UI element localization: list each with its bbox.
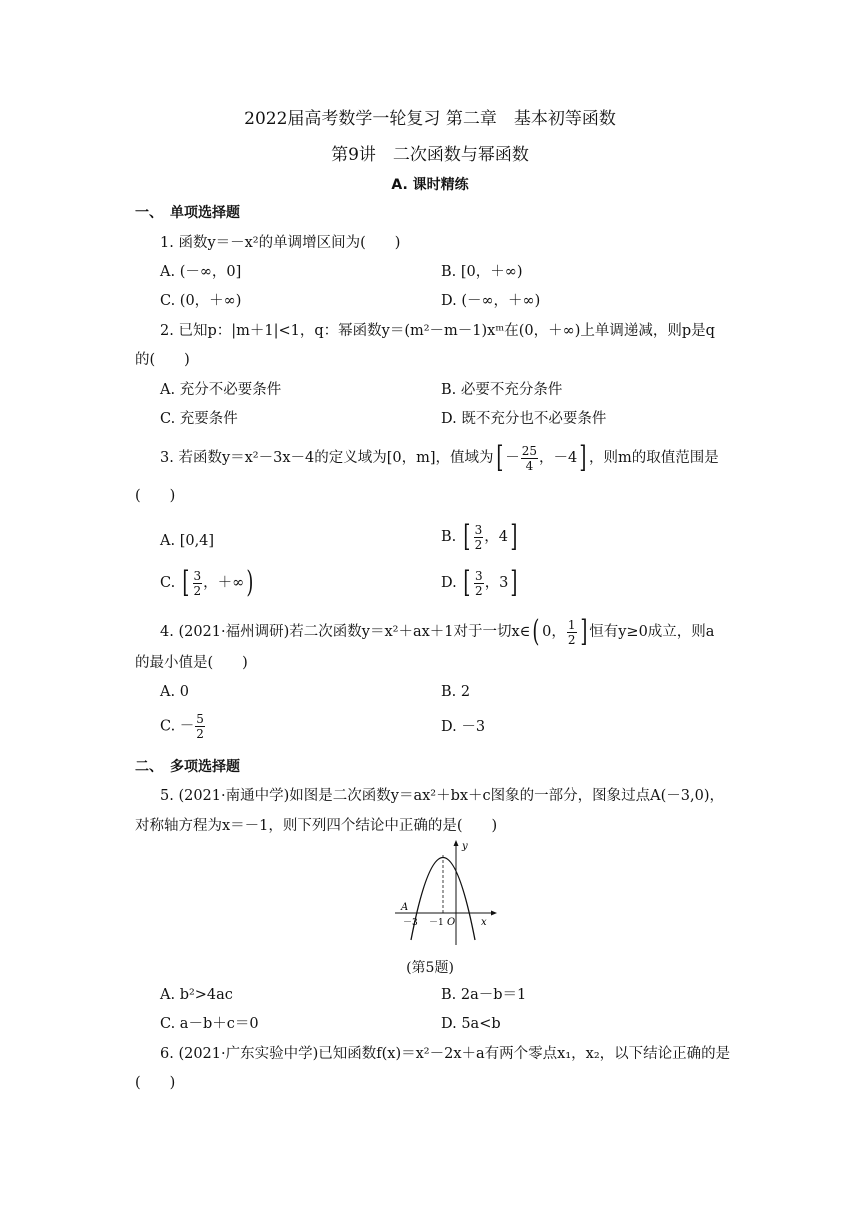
q4-option-d: D. －3 (441, 719, 486, 735)
q2-option-d: D. 既不充分也不必要条件 (441, 411, 607, 427)
q2-stem: 2. 已知p：|m＋1|<1，q：幂函数y＝(m²－m－1)xᵐ在(0，＋∞)上单调递减，则p是q (160, 323, 715, 339)
q3-stem-cont: ( ) (135, 488, 176, 504)
q6-stem-cont: ( ) (135, 1075, 176, 1091)
q1-option-d: D. (－∞，＋∞) (441, 293, 541, 309)
fig-point-a-label: A (401, 902, 409, 913)
q3-range-fraction: $\frac{25}{4}$ (521, 443, 538, 473)
q3-option-a: A. [0,4] (160, 533, 215, 549)
q3-stem-b: ，则m的取值范围是 (589, 450, 719, 466)
q2-option-b: B. 必要不充分条件 (441, 382, 563, 398)
q5-parabola-figure (393, 835, 503, 950)
section-single-choice: 一、 单项选择题 (135, 205, 240, 221)
q3-stem-a: 3. 若函数y＝x²－3x－4的定义域为[0，m]，值域为 (160, 450, 494, 466)
section-multi-choice: 二、 多项选择题 (135, 759, 240, 775)
q2-option-c: C. 充要条件 (160, 411, 238, 427)
q5-stem-cont: 对称轴方程为x＝－1，则下列四个结论中正确的是( ) (135, 818, 498, 834)
q5-option-d: D. 5a<b (441, 1016, 501, 1032)
q5-stem: 5. (2021·南通中学)如图是二次函数y＝ax²＋bx＋c图象的一部分，图象过点A(－3,0)， (160, 788, 725, 804)
q5-option-b: B. 2a－b＝1 (441, 987, 527, 1003)
q4-option-c: C. － $\frac{5}{2}$ (160, 712, 204, 741)
q1-stem: 1. 函数y＝－x²的单调增区间为( ) (160, 235, 401, 251)
fig-tick-minus3: －3 (403, 918, 418, 928)
q1-option-c: C. (0，＋∞) (160, 293, 242, 309)
q3-stem: 3. 若函数y＝x²－3x－4的定义域为[0，m]，值域为[ － $\frac{25}{4}$ ，－4] ，则m的取值范围是 (160, 440, 719, 475)
q4-stem: 4. (2021·福州调研)若二次函数y＝x²＋ax＋1对于一切x∈( 0， $\frac{1}{2}$ ] 恒有y≥0成立，则a (160, 614, 715, 649)
q5-figure-caption: (第5题) (406, 960, 454, 976)
q4-option-b: B. 2 (441, 684, 471, 700)
lecture-title: 第9讲 二次函数与幂函数 (331, 145, 529, 165)
document-title: 2022届高考数学一轮复习 第二章 基本初等函数 (244, 109, 616, 129)
q2-stem-cont: 的( ) (135, 352, 190, 368)
q1-option-b: B. [0，＋∞) (441, 264, 523, 280)
part-heading: A. 课时精练 (391, 177, 469, 193)
q4-stem-cont: 的最小值是( ) (135, 655, 248, 671)
q2-option-a: A. 充分不必要条件 (160, 382, 282, 398)
q5-option-c: C. a－b＋c＝0 (160, 1016, 259, 1032)
q3-option-d: D. [ $\frac{3}{2}$ ，3] (441, 565, 518, 600)
fig-x-label: x (481, 917, 487, 928)
q3-option-b: B. [ $\frac{3}{2}$ ，4] (441, 519, 518, 554)
q4-option-a: A. 0 (160, 684, 189, 700)
q5-option-a: A. b²>4ac (160, 987, 233, 1003)
q1-option-a: A. (－∞，0] (160, 264, 242, 280)
fig-tick-minus1: －1 (429, 918, 444, 928)
fig-origin-label: O (447, 917, 456, 928)
fig-y-label: y (462, 841, 468, 852)
q3-option-c: C. [ $\frac{3}{2}$ ，＋∞) (160, 565, 254, 600)
q6-stem: 6. (2021·广东实验中学)已知函数f(x)＝x²－2x＋a有两个零点x₁，x₂，以下结论正确的是 (160, 1046, 731, 1062)
